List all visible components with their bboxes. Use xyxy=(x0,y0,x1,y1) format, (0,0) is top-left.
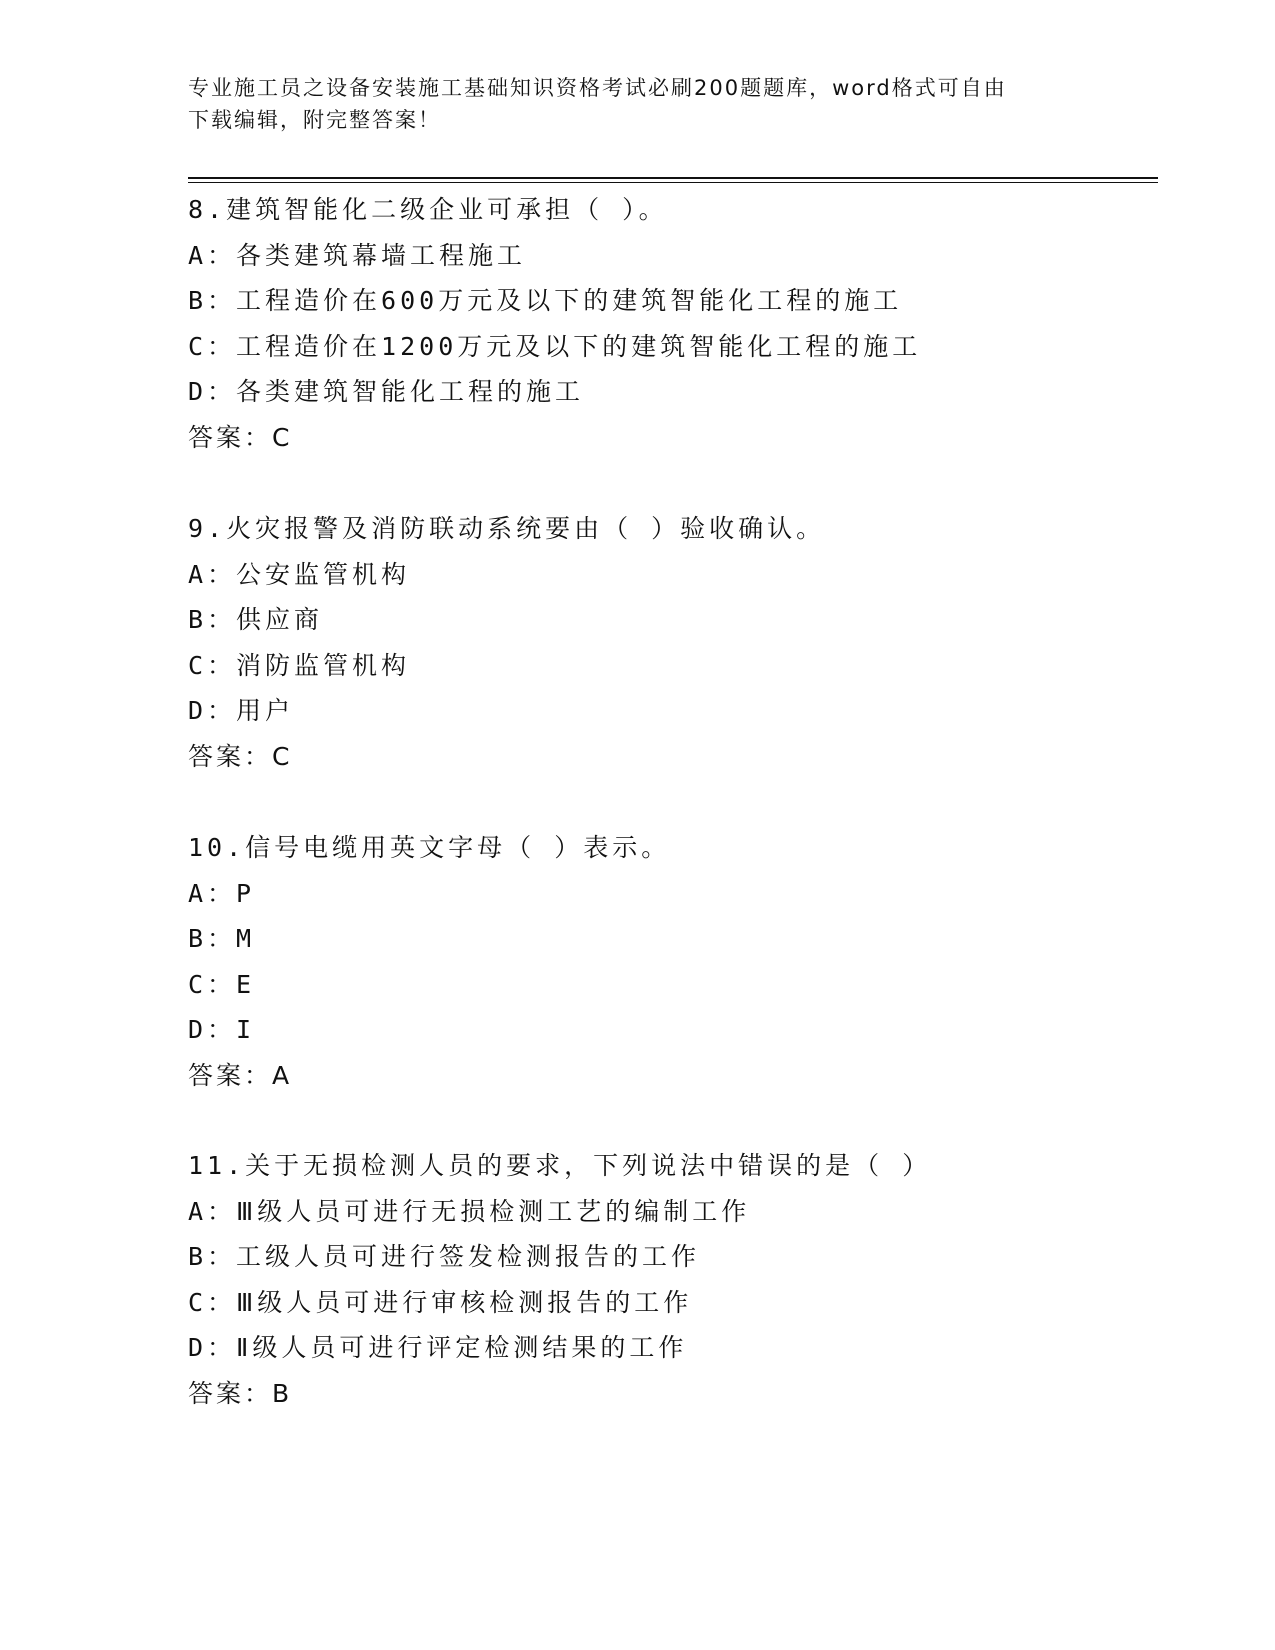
option-c: C：Ⅲ级人员可进行审核检测报告的工作 xyxy=(188,1287,693,1317)
option-c: C：E xyxy=(188,969,256,999)
option-a: A：P xyxy=(188,878,256,908)
header-line-1: 专业施工员之设备安装施工基础知识资格考试必刷200题题库，word格式可自由 xyxy=(188,76,1007,100)
question-11 xyxy=(188,1143,1168,1416)
option-c: C：消防监管机构 xyxy=(188,650,411,680)
option-d: D：Ⅱ级人员可进行评定检测结果的工作 xyxy=(188,1333,688,1362)
option-d: D：I xyxy=(188,1015,256,1044)
question-9 xyxy=(188,506,1168,779)
header-line-2: 下载编辑，附完整答案！ xyxy=(188,108,441,132)
header-divider-thin xyxy=(188,182,1158,183)
option-a: A：Ⅲ级人员可进行无损检测工艺的编制工作 xyxy=(188,1196,751,1226)
question-stem: 8.建筑智能化二级企业可承担（ ）。 xyxy=(188,195,668,224)
option-b: B：工程造价在600万元及以下的建筑智能化工程的施工 xyxy=(188,286,903,315)
option-a: A：各类建筑幕墙工程施工 xyxy=(188,240,527,270)
question-stem: 11.关于无损检测人员的要求，下列说法中错误的是（ ） xyxy=(188,1151,932,1180)
answer-line: 答案：C xyxy=(188,741,293,771)
question-10 xyxy=(188,825,1168,1098)
question-stem: 10.信号电缆用英文字母（ ）表示。 xyxy=(188,833,671,862)
document-header xyxy=(188,72,1068,136)
option-c: C：工程造价在1200万元及以下的建筑智能化工程的施工 xyxy=(188,331,922,361)
option-b: B：M xyxy=(188,924,256,953)
header-divider-thick xyxy=(188,177,1158,179)
option-d: D：用户 xyxy=(188,696,295,725)
option-d: D：各类建筑智能化工程的施工 xyxy=(188,377,585,406)
answer-line: 答案：C xyxy=(188,422,293,452)
option-b: B：工级人员可进行签发检测报告的工作 xyxy=(188,1242,701,1271)
option-a: A：公安监管机构 xyxy=(188,559,411,589)
answer-line: 答案：A xyxy=(188,1060,293,1090)
option-b: B：供应商 xyxy=(188,605,324,634)
question-stem: 9.火灾报警及消防联动系统要由（ ）验收确认。 xyxy=(188,514,826,543)
question-8 xyxy=(188,187,1168,460)
answer-line: 答案：B xyxy=(188,1378,293,1408)
